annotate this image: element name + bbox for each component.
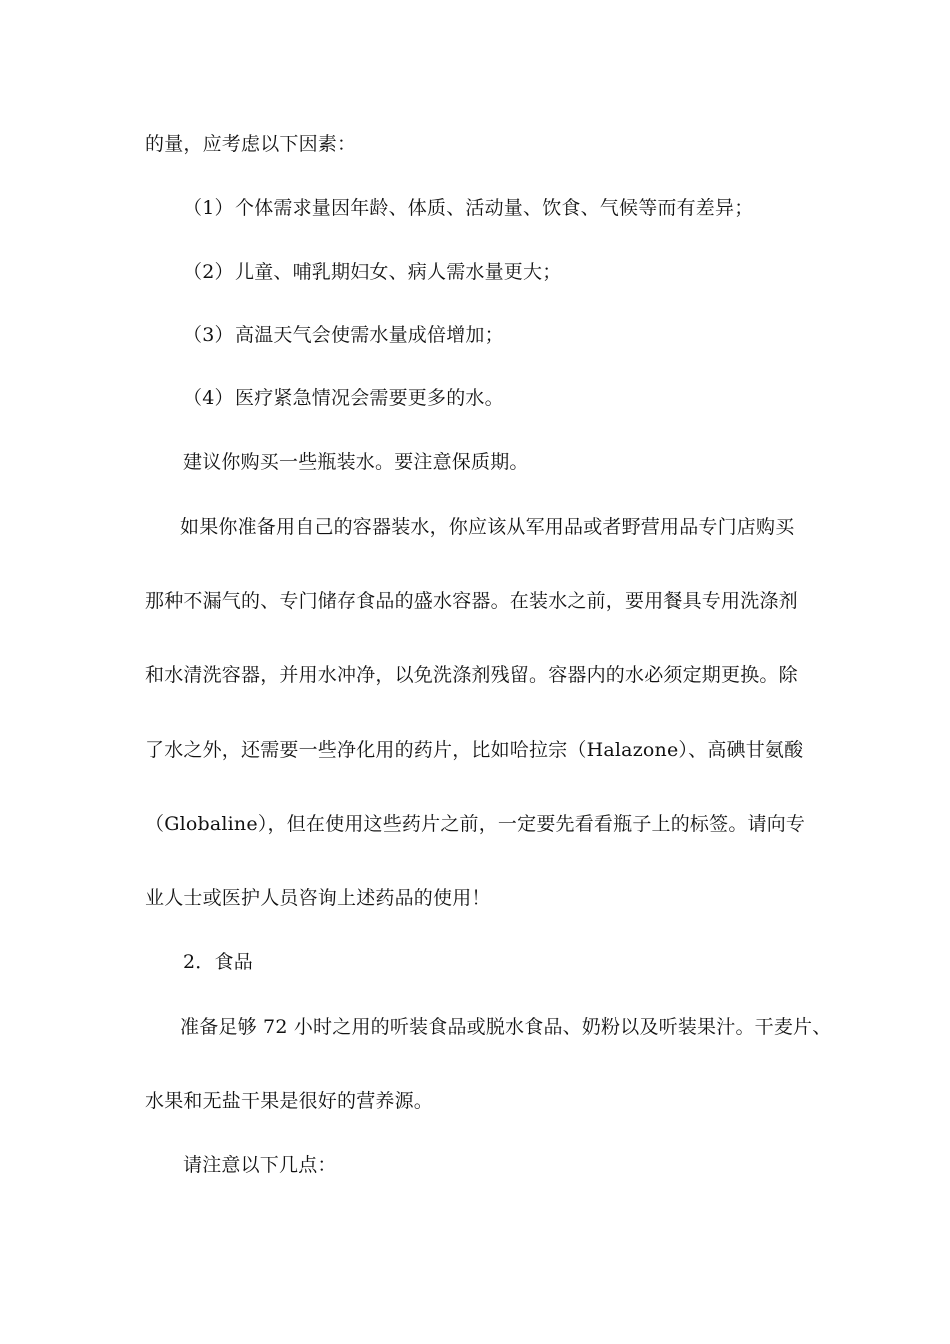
factor-text: 高温天气会使需水量成倍增加； xyxy=(235,324,504,346)
factor-number: （3） xyxy=(183,324,234,346)
container-para-line: 业人士或医护人员咨询上述药品的使用！ xyxy=(145,887,491,909)
container-para-line: 那种不漏气的、专门储存食品的盛水容器。在装水之前，要用餐具专用洗涤剂 xyxy=(145,590,798,612)
container-para-line: 了水之外，还需要一些净化用的药片，比如哈拉宗（Halazone）、高碘甘氨酸 xyxy=(145,739,804,761)
note-line: 请注意以下几点： xyxy=(183,1154,337,1176)
food-para-line: 准备足够 72 小时之用的听装食品或脱水食品、奶粉以及听装果汁。干麦片、 xyxy=(180,1016,832,1038)
factor-text: 医疗紧急情况会需要更多的水。 xyxy=(235,387,504,409)
suggest-line: 建议你购买一些瓶装水。要注意保质期。 xyxy=(183,451,529,473)
factor-text: 个体需求量因年龄、体质、活动量、饮食、气候等而有差异； xyxy=(235,197,754,219)
factor-number: （4） xyxy=(183,387,234,409)
factor-item-1 xyxy=(0,195,950,221)
container-para-line: 和水清洗容器，并用水冲净，以免洗涤剂残留。容器内的水必须定期更换。除 xyxy=(145,664,798,686)
container-para-line: 如果你准备用自己的容器装水，你应该从军用品或者野营用品专门店购买 xyxy=(180,516,795,538)
factor-number: （2） xyxy=(183,261,234,283)
section-heading: 2．食品 xyxy=(183,951,253,973)
container-para-line: （Globaline），但在使用这些药片之前，一定要先看看瓶子上的标签。请向专 xyxy=(145,813,806,835)
factor-text: 儿童、哺乳期妇女、病人需水量更大； xyxy=(235,261,562,283)
food-para-line: 水果和无盐干果是很好的营养源。 xyxy=(145,1090,434,1112)
factor-number: （1） xyxy=(183,197,234,219)
factor-item-2 xyxy=(0,259,950,285)
factor-item-3 xyxy=(0,322,950,348)
factor-item-4 xyxy=(0,385,950,411)
intro-line: 的量，应考虑以下因素： xyxy=(145,133,357,155)
